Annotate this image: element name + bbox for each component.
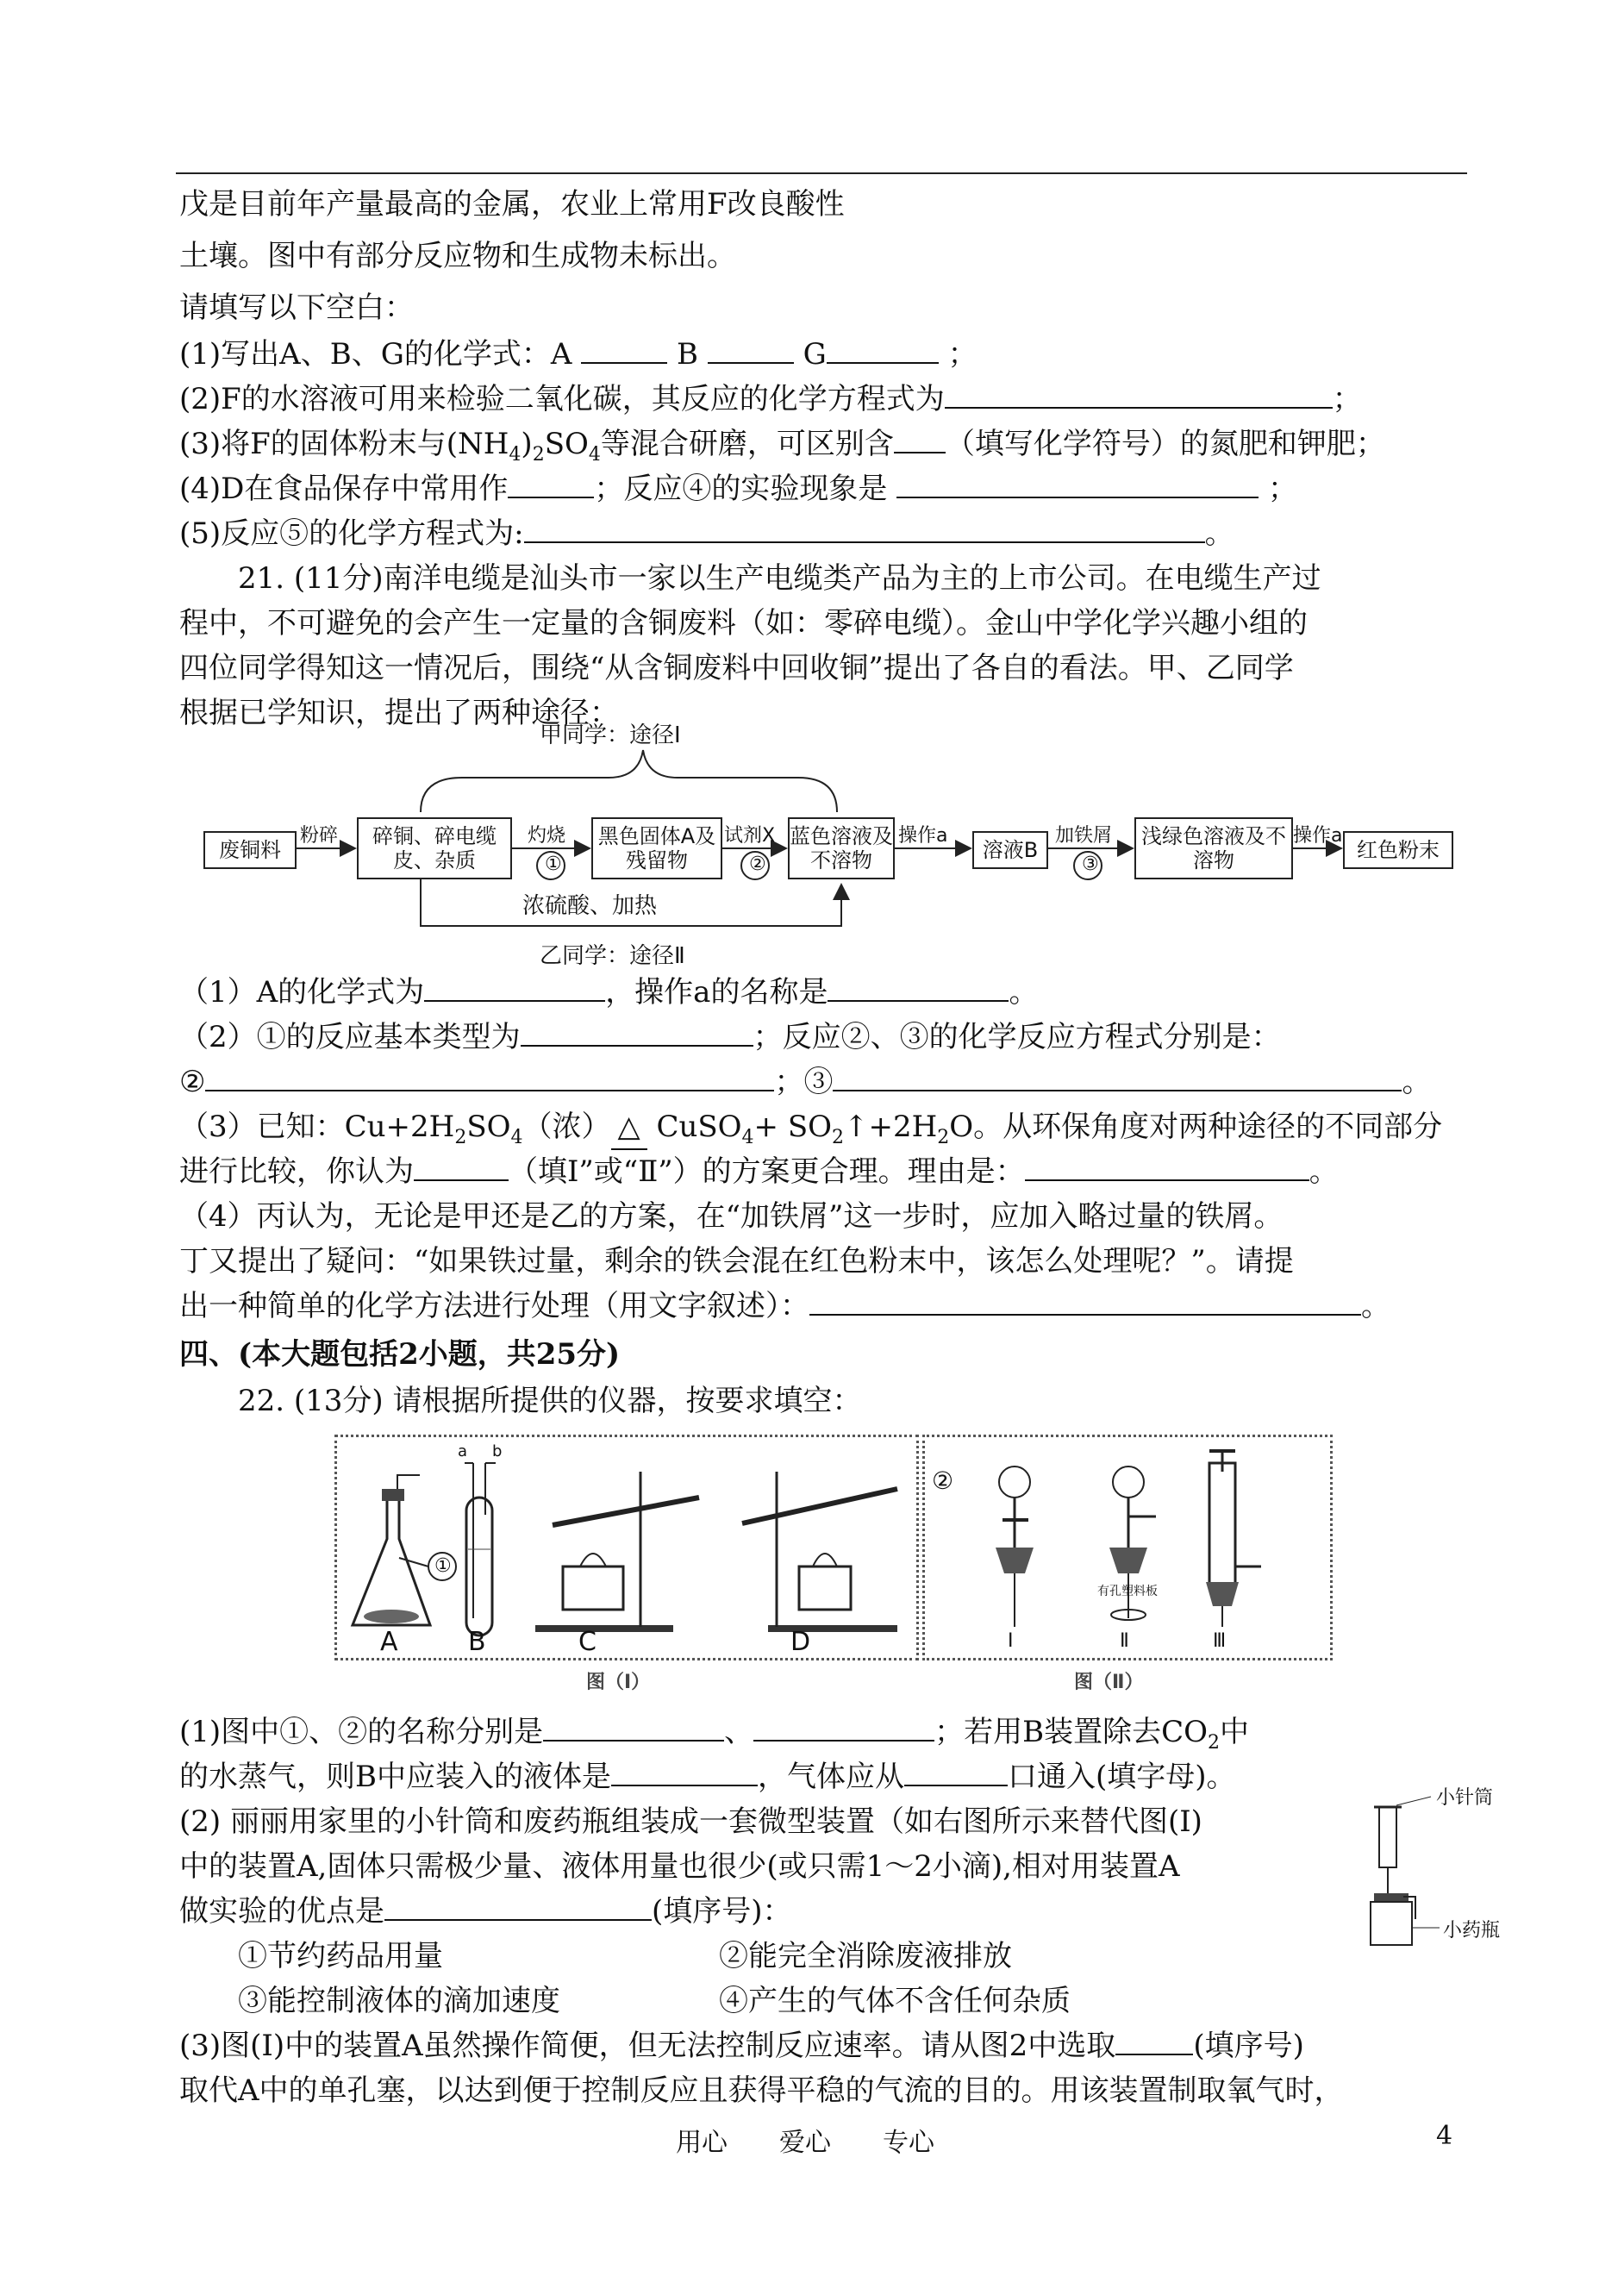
option-2: ②能完全消除废液排放 xyxy=(719,1939,1012,1973)
text-line: 请填写以下空白： xyxy=(179,291,414,325)
header-rule xyxy=(176,172,1467,174)
route-2-caption: 乙同学：途径Ⅱ xyxy=(540,943,685,969)
answer-blank[interactable] xyxy=(1115,2024,1193,2055)
apparatus-label: Ⅲ xyxy=(1213,1630,1227,1652)
answer-blank[interactable] xyxy=(809,1285,1361,1316)
q22-b3: (2) 丽丽用家里的小针筒和废药瓶组装成一套微型装置（如右图所示来替代图(I) xyxy=(179,1804,1202,1839)
arrow-label: ① xyxy=(545,854,562,875)
text-line: 戊是目前年产量最高的金属，农业上常用F改良酸性 xyxy=(179,187,845,222)
perforated-plate-label: 有孔塑料板 xyxy=(1097,1585,1158,1598)
arrow-label: 操作a xyxy=(898,825,948,847)
answer-blank[interactable] xyxy=(828,971,1009,1002)
marker-2: ② xyxy=(932,1466,954,1495)
q21-text: 根据已学知识，提出了两种途径： xyxy=(179,696,619,730)
answer-blank-a[interactable] xyxy=(581,333,667,364)
copper-recovery-flowchart xyxy=(203,716,1453,974)
text-line: 土壤。图中有部分反应物和生成物未标出。 xyxy=(179,239,736,273)
answer-blank-g[interactable] xyxy=(827,333,939,364)
answer-blank[interactable] xyxy=(896,467,1259,498)
arrow-label: 粉碎 xyxy=(300,825,339,847)
option-4: ④产生的气体不含任何杂质 xyxy=(719,1984,1071,2018)
apparatus-label: C xyxy=(578,1627,597,1657)
page-number: 4 xyxy=(1436,2121,1453,2151)
arrow-label: 试剂X xyxy=(724,825,776,847)
apparatus-label: A xyxy=(380,1627,398,1657)
footer-motto: 用心 爱心 专心 xyxy=(676,2128,934,2158)
flow-box-crushed: 碎铜、碎电缆皮、杂质 xyxy=(357,817,512,879)
figure-1 xyxy=(334,1435,919,1660)
answer-blank[interactable] xyxy=(904,1755,1008,1786)
apparatus-label: B xyxy=(468,1627,486,1657)
q21-a1: （1）A的化学式为 ，操作a的名称是 。 xyxy=(179,971,1038,1014)
flow-box-black-solid: 黑色固体A及残留物 xyxy=(591,817,722,879)
q20-5: (5)反应⑤的化学方程式为: 。 xyxy=(179,512,1234,555)
q22-a2: 的水蒸气，则B中应装入的液体是 ，气体应从 口通入(填字母)。 xyxy=(179,1755,1236,1798)
section-heading: 四、(本大题包括2小题，共25分) xyxy=(179,1337,621,1372)
q22-b4: 中的装置A,固体只需极少量、液体用量也很少(或只需1～2小滴),相对用装置A xyxy=(179,1849,1180,1884)
arrow-label: ③ xyxy=(1082,854,1099,875)
apparatus-i-iii-drawing xyxy=(925,1437,1330,1658)
answer-blank[interactable] xyxy=(424,971,605,1002)
route-2-label: 浓硫酸、加热 xyxy=(522,893,658,919)
route-1-caption: 甲同学：途径Ⅰ xyxy=(540,722,681,748)
answer-blank[interactable] xyxy=(384,1890,652,1921)
answer-blank[interactable] xyxy=(543,1710,724,1742)
apparatus-label: D xyxy=(790,1627,811,1657)
q21-a3: ② ；③ 。 xyxy=(179,1060,1431,1104)
answer-blank[interactable] xyxy=(524,512,1205,543)
tube-letter: a xyxy=(458,1442,468,1460)
arrow-label: 加铁屑 xyxy=(1055,825,1113,847)
apparatus-a-d-drawing xyxy=(337,1437,916,1658)
flow-box-blue-solution: 蓝色溶液及不溶物 xyxy=(788,817,895,879)
q21-a6: （4）丙认为，无论是甲还是乙的方案，在“加铁屑”这一步时，应加入略过量的铁屑。 xyxy=(179,1199,1284,1234)
apparatus-label: Ⅰ xyxy=(1008,1630,1014,1652)
q21-a4: （3）已知：$Cu+2H_2SO_4$（浓） △ CuSO$_4$+ $SO_2↑+2H_2O$。从环保角度对两种途径的不同部分 xyxy=(179,1105,1442,1160)
answer-blank[interactable] xyxy=(1025,1150,1309,1181)
q21-a8: 出一种简单的化学方法进行处理（用文字叙述）： 。 xyxy=(179,1285,1390,1328)
q22-text: 22. (13分) 请根据所提供的仪器，按要求填空： xyxy=(238,1384,862,1418)
q21-text: 21. (11分)南洋电缆是汕头市一家以生产电缆类产品为主的上市公司。在电缆生产过 xyxy=(238,561,1321,596)
flow-box-waste-copper: 废铜料 xyxy=(203,831,297,869)
q20-2: (2)F的水溶液可用来检验二氧化碳，其反应的化学方程式为 ； xyxy=(179,378,1362,421)
answer-blank[interactable] xyxy=(521,1016,753,1047)
answer-blank[interactable] xyxy=(414,1150,509,1181)
q21-text: 程中，不可避免的会产生一定量的含铜废料（如：零碎电缆）。金山中学化学兴趣小组的 xyxy=(179,606,1308,641)
q22-b8: (3)图(I)中的装置A虽然操作简便，但无法控制反应速率。请从图2中选取 (填序号) xyxy=(179,2024,1304,2067)
q22-b9: 取代A中的单孔塞，以达到便于控制反应且获得平稳的气流的目的。用该装置制取氧气时， xyxy=(179,2073,1344,2108)
arrow-label: 操作a xyxy=(1293,825,1343,847)
option-1: ①节约药品用量 xyxy=(238,1939,443,1973)
q20-3: (3)将F的固体粉末与$(NH_4)_2SO_4$等混合研磨，可区别含 （填写化学符号）的氮肥和钾肥； xyxy=(179,422,1385,477)
answer-blank[interactable] xyxy=(508,467,594,498)
flow-box-red-powder: 红色粉末 xyxy=(1343,831,1453,869)
q22-b5: 做实验的优点是 (填序号)： xyxy=(179,1890,792,1933)
answer-blank[interactable] xyxy=(894,422,946,453)
q21-a7: 丁又提出了疑问：“如果铁过量，剩余的铁会混在红色粉末中，该怎么处理呢？”。请提 xyxy=(179,1244,1294,1279)
figure-2 xyxy=(922,1435,1333,1660)
syringe-label: 小针筒 xyxy=(1436,1787,1494,1809)
q20-1: (1)写出A、B、G的化学式：A B G ； xyxy=(179,333,978,376)
marker-1: ① xyxy=(434,1555,452,1577)
q20-4: (4)D在食品保存中常用作 ；反应④的实验现象是 ； xyxy=(179,467,1297,510)
answer-blank[interactable] xyxy=(753,1710,934,1742)
answer-blank[interactable] xyxy=(611,1755,758,1786)
option-3: ③能控制液体的滴加速度 xyxy=(238,1984,560,2018)
arrow-label: 灼烧 xyxy=(528,825,566,847)
flow-box-solution-b: 溶液B xyxy=(972,831,1048,869)
q21-text: 四位同学得知这一情况后，围绕“从含铜废料中回收铜”提出了各自的看法。甲、乙同学 xyxy=(179,651,1294,685)
figure-1-caption: 图（Ⅰ） xyxy=(586,1672,651,1693)
answer-blank-b[interactable] xyxy=(708,333,794,364)
micro-apparatus-figure xyxy=(1362,1781,1621,1954)
answer-blank[interactable] xyxy=(945,378,1333,409)
q22-a1: (1)图中①、②的名称分别是 、 ；若用B装置除去$CO_2$中 xyxy=(179,1710,1249,1765)
answer-blank[interactable] xyxy=(205,1060,774,1091)
bottle-label: 小药瓶 xyxy=(1443,1920,1501,1942)
tube-letter: b xyxy=(492,1442,503,1460)
q21-a5: 进行比较，你认为 （填Ⅰ”或“Ⅱ”）的方案更合理。理由是： 。 xyxy=(179,1150,1339,1193)
flow-box-green-solution: 浅绿色溶液及不溶物 xyxy=(1134,817,1293,879)
figure-2-caption: 图（Ⅱ） xyxy=(1074,1672,1144,1693)
q21-a2: （2）①的反应基本类型为 ；反应②、③的化学反应方程式分别是： xyxy=(179,1016,1281,1059)
apparatus-label: Ⅱ xyxy=(1120,1630,1129,1652)
answer-blank[interactable] xyxy=(833,1060,1402,1091)
arrow-label: ② xyxy=(749,854,766,875)
